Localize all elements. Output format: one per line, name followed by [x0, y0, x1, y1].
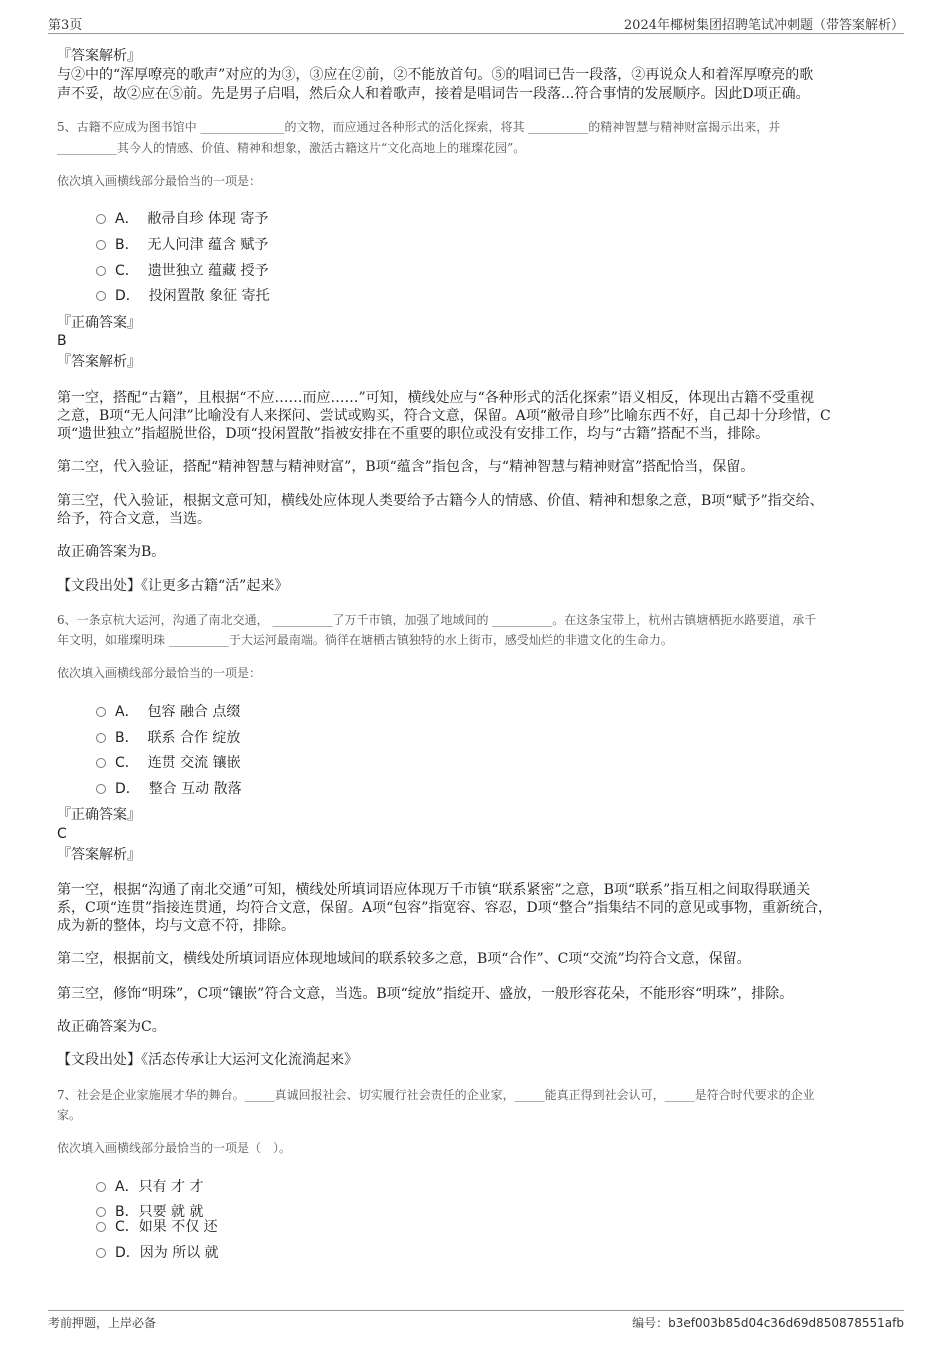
q5-analysis-text: 第一空，搭配“古籍”，且根据“不应……而应……”可知，横线处应与“各种形式的活化探索”语义相反，体现出古籍不受重视 — [57, 390, 814, 406]
radio-button[interactable] — [96, 266, 106, 276]
prev-analysis-text: 与②中的“浑厚嘹亮的歌声”对应的为③，③应在②前，②不能放首句。⑤的唱词已告一段落，②再说众人和着浑厚嘹亮的歌 — [57, 67, 814, 83]
radio-button[interactable] — [96, 214, 106, 224]
radio-button[interactable] — [96, 758, 106, 768]
q6-correct-label: 『正确答案』 — [57, 807, 141, 823]
radio-button[interactable] — [96, 1222, 106, 1232]
q5-correct-label: 『正确答案』 — [57, 315, 141, 331]
q7-option-c[interactable]: C．如果 不仅 还 — [96, 1216, 218, 1236]
radio-button[interactable] — [96, 1182, 106, 1192]
radio-button[interactable] — [96, 707, 106, 717]
q7-prompt: 依次填入画横线部分最恰当的一项是（ ）。 — [57, 1141, 292, 1155]
q6-analysis-text: 系，C项“连贯”指接连贯通，均符合文意，保留。A项“包容”指宽容、容忍，D项“整合”指集结不同的意见或事物，重新统合， — [57, 900, 832, 916]
q7-stem: 7、社会是企业家施展才华的舞台。_____真诚回报社会、切实履行社会责任的企业家，_____能真正得到社会认可，_____是符合时代要求的企业 — [57, 1088, 815, 1102]
q5-analysis-text: 第三空，代入验证，根据文意可知，横线处应体现人类要给予古籍今人的情感、价值、精神和想象之意，B项“赋予”指交给、 — [57, 493, 824, 509]
q6-prompt: 依次填入画横线部分最恰当的一项是： — [57, 666, 262, 680]
q6-analysis-text: 第一空，根据“沟通了南北交通”可知，横线处所填词语应体现万千市镇“联系紧密”之意，B项“联系”指互相之间取得联通关 — [57, 882, 811, 898]
radio-button[interactable] — [96, 240, 106, 250]
radio-button[interactable] — [96, 733, 106, 743]
q6-option-b[interactable]: B． 联系 合作 绽放 — [96, 727, 240, 747]
q6-analysis-text: 成为新的整体，均与文意不符，排除。 — [57, 918, 295, 934]
q7-stem: 家。 — [57, 1108, 82, 1122]
q5-option-d[interactable]: D． 投闲置散 象征 寄托 — [96, 285, 270, 305]
q5-conclusion: 故正确答案为B。 — [57, 544, 166, 560]
prev-analysis-text: 声不妥，故②应在⑤前。先是男子启唱，然后众人和着歌声，接着是唱词告一段落...符合事情的发展顺序。因此D项正确。 — [57, 86, 810, 102]
q5-analysis-text: 给予，符合文意，当选。 — [57, 511, 211, 527]
q7-option-b[interactable]: B．只要 就 就 — [96, 1201, 204, 1221]
q6-stem: 6、一条京杭大运河，沟通了南北交通， __________了万千市镇，加强了地域间的 __________。在这条宝带上，杭州古镇塘栖扼水路要道，承千 — [57, 613, 817, 627]
q5-analysis-text: 之意，B项“无人问津”比喻没有人来探问、尝试或购买，符合文意，保留。A项“敝帚自珍”比喻东西不好，自己却十分珍惜，C — [57, 408, 831, 424]
document-code: 编号：b3ef003b85d04c36d69d850878551afb — [632, 1316, 904, 1330]
footer-rule — [48, 1310, 904, 1311]
q7-option-d[interactable]: D．因为 所以 就 — [96, 1242, 219, 1262]
q5-source: 【文段出处】《让更多古籍“活”起来》 — [57, 578, 289, 594]
header-rule — [48, 33, 904, 34]
q6-analysis-text: 第三空，修饰“明珠”，C项“镶嵌”符合文意，当选。B项“绽放”指绽开、盛放，一般形容花朵，不能形容“明珠”，排除。 — [57, 986, 794, 1002]
q5-option-a[interactable]: A． 敝帚自珍 体现 寄予 — [96, 208, 268, 228]
q6-correct-answer: C — [57, 826, 67, 842]
q5-correct-answer: B — [57, 333, 67, 349]
q7-option-a[interactable]: A．只有 才 才 — [96, 1176, 203, 1196]
q5-stem: 5、古籍不应成为图书馆中 ______________的文物，而应通过各种形式的活化探索，将其 __________的精神智慧与精神财富揭示出来，并 — [57, 120, 781, 134]
radio-button[interactable] — [96, 784, 106, 794]
q5-option-c[interactable]: C． 遗世独立 蕴藏 授予 — [96, 260, 269, 280]
q6-option-c[interactable]: C． 连贯 交流 镶嵌 — [96, 752, 241, 772]
footer-slogan: 考前押题，上岸必备 — [48, 1316, 157, 1330]
q5-analysis-label: 『答案解析』 — [57, 354, 141, 370]
q5-prompt: 依次填入画横线部分最恰当的一项是： — [57, 174, 262, 188]
q6-stem: 年文明，如璀璨明珠 __________于大运河最南端。徜徉在塘栖古镇独特的水上街市，感受灿烂的非遗文化的生命力。 — [57, 633, 673, 647]
radio-button[interactable] — [96, 1248, 106, 1258]
page-number: 第3页 — [48, 18, 83, 33]
radio-button[interactable] — [96, 291, 106, 301]
q6-analysis-text: 第二空，根据前文，横线处所填词语应体现地域间的联系较多之意，B项“合作”、C项“交流”均符合文意，保留。 — [57, 951, 751, 967]
prev-analysis-label: 『答案解析』 — [57, 48, 141, 64]
q6-source: 【文段出处】《活态传承让大运河文化流淌起来》 — [57, 1052, 358, 1068]
q6-option-d[interactable]: D． 整合 互动 散落 — [96, 778, 242, 798]
q6-analysis-label: 『答案解析』 — [57, 847, 141, 863]
q6-conclusion: 故正确答案为C。 — [57, 1019, 166, 1035]
q5-stem: __________其今人的情感、价值、精神和想象，激活古籍这片“文化高地上的璀璨花园”。 — [57, 141, 526, 155]
q6-option-a[interactable]: A． 包容 融合 点缀 — [96, 701, 240, 721]
document-title: 2024年椰树集团招聘笔试冲刺题（带答案解析） — [623, 18, 904, 33]
q5-analysis-text: 项“遗世独立”指超脱世俗，D项“投闲置散”指被安排在不重要的职位或没有安排工作，均与“古籍”搭配不当，排除。 — [57, 426, 770, 442]
q5-analysis-text: 第二空，代入验证，搭配“精神智慧与精神财富”，B项“蕴含”指包含，与“精神智慧与精神财富”搭配恰当，保留。 — [57, 459, 755, 475]
q5-option-b[interactable]: B． 无人问津 蕴含 赋予 — [96, 234, 268, 254]
